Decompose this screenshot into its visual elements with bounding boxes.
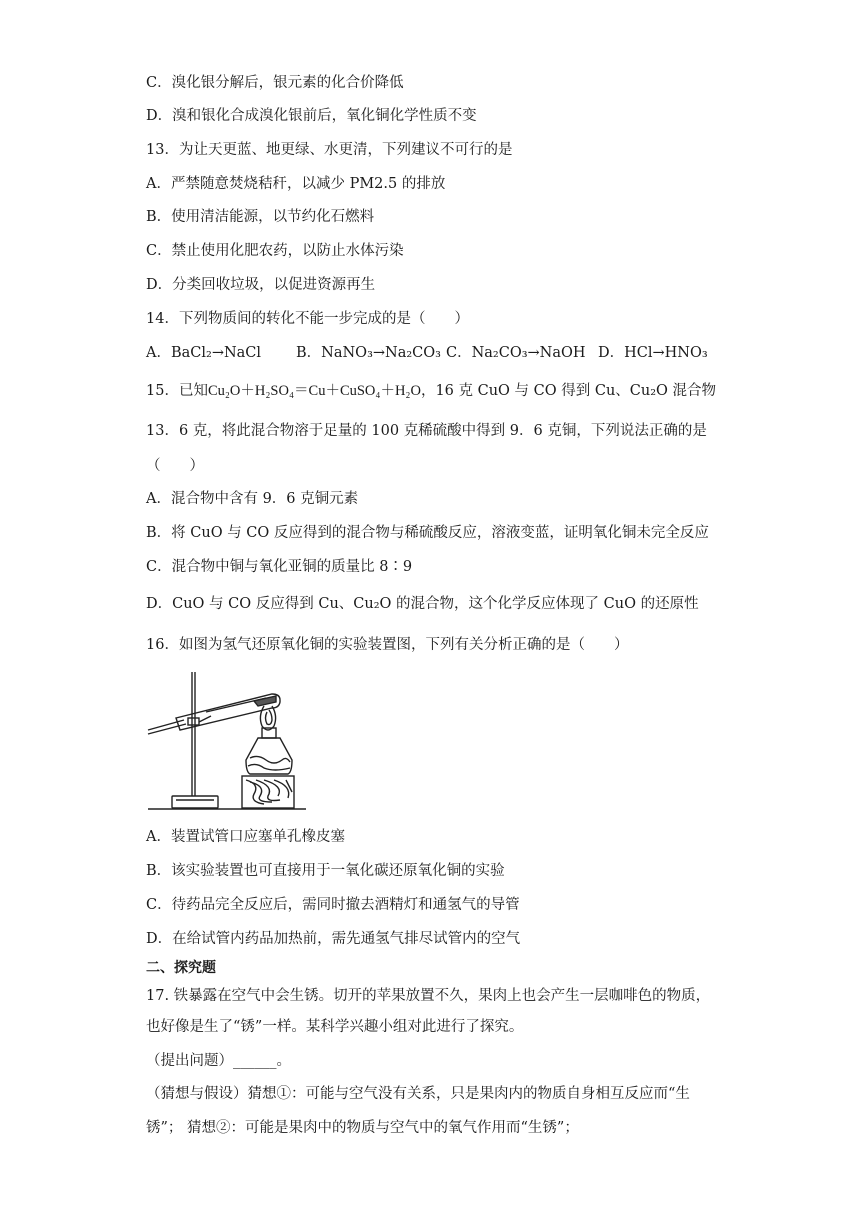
q12-option-c: C．溴化银分解后，银元素的化合价降低 [146,75,404,91]
q17-line3: （提出问题）______。 [146,1053,291,1069]
q14-stem: 14．下列物质间的转化不能一步完成的是（ ） [146,311,469,327]
q15-option-b: B．将 CuO 与 CO 反应得到的混合物与稀硫酸反应，溶液变蓝，证明氧化铜未完全反应 [146,525,709,541]
q14-options [146,343,708,363]
hydrogen-reduction-apparatus-icon [146,668,308,812]
q15-stem-prefix: 15．已知 [146,383,208,399]
q12-option-d: D．溴和银化合成溴化银前后，氧化铜化学性质不变 [146,108,477,124]
q17-line4: （猜想与假设）猜想①：可能与空气没有关系，只是果肉内的物质自身相互反应而“生 [146,1086,690,1102]
q13-option-a: A．严禁随意焚烧秸秆，以减少 PM2.5 的排放 [146,176,446,192]
q14-option-c: C．Na₂CO₃→NaOH [446,345,586,361]
q13-option-c: C．禁止使用化肥农药，以防止水体污染 [146,243,404,259]
section-heading: 二、探究题 [146,960,216,976]
q16-apparatus-figure [146,668,308,812]
q16-option-a: A．装置试管口应塞单孔橡皮塞 [146,829,345,845]
q15-option-d: D．CuO 与 CO 反应得到 Cu、Cu₂O 的混合物，这个化学反应体现了 CuO 的还原性 [146,596,699,612]
q13-option-b: B．使用清洁能源，以节约化石燃料 [146,209,375,225]
q15-stem-suffix: ，16 克 CuO 与 CO 得到 Cu、Cu₂O 混合物 [420,383,717,399]
q15-stem-line1 [146,381,716,401]
q15-equation: Cu₂O＋H₂SO₄＝Cu＋CuSO₄＋H₂O [207,383,421,399]
q13-option-d: D．分类回收垃圾，以促进资源再生 [146,277,376,293]
q15-stem-line3: （ ） [146,458,204,474]
q17-line2: 也好像是生了“锈”一样。某科学兴趣小组对此进行了探究。 [146,1019,524,1035]
q14-option-a: A．BaCl₂→NaCl [146,345,262,361]
q17-line1: 17. 铁暴露在空气中会生锈。切开的苹果放置不久，果肉上也会产生一层咖啡色的物质， [146,988,711,1004]
q15-option-c: C．混合物中铜与氧化亚铜的质量比 8∶9 [146,559,413,575]
q16-option-c: C．待药品完全反应后，需同时撤去酒精灯和通氢气的导管 [146,897,520,913]
q16-stem: 16．如图为氢气还原氧化铜的实验装置图，下列有关分析正确的是（ ） [146,637,629,653]
q16-option-b: B．该实验装置也可直接用于一氧化碳还原氧化铜的实验 [146,863,505,879]
q14-option-d: D．HCl→HNO₃ [598,345,708,361]
q17-line5: 锈”； 猜想②：可能是果肉中的物质与空气中的氧气作用而“生锈”； [146,1120,579,1136]
q16-option-d: D．在给试管内药品加热前，需先通氢气排尽试管内的空气 [146,931,521,947]
q14-option-b: B．NaNO₃→Na₂CO₃ [296,345,441,361]
q15-stem-line2: 13．6 克，将此混合物溶于足量的 100 克稀硫酸中得到 9．6 克铜，下列说法正确的是 [146,423,707,439]
q13-stem: 13．为让天更蓝、地更绿、水更清，下列建议不可行的是 [146,142,513,158]
q15-option-a: A．混合物中含有 9．6 克铜元素 [146,491,359,507]
